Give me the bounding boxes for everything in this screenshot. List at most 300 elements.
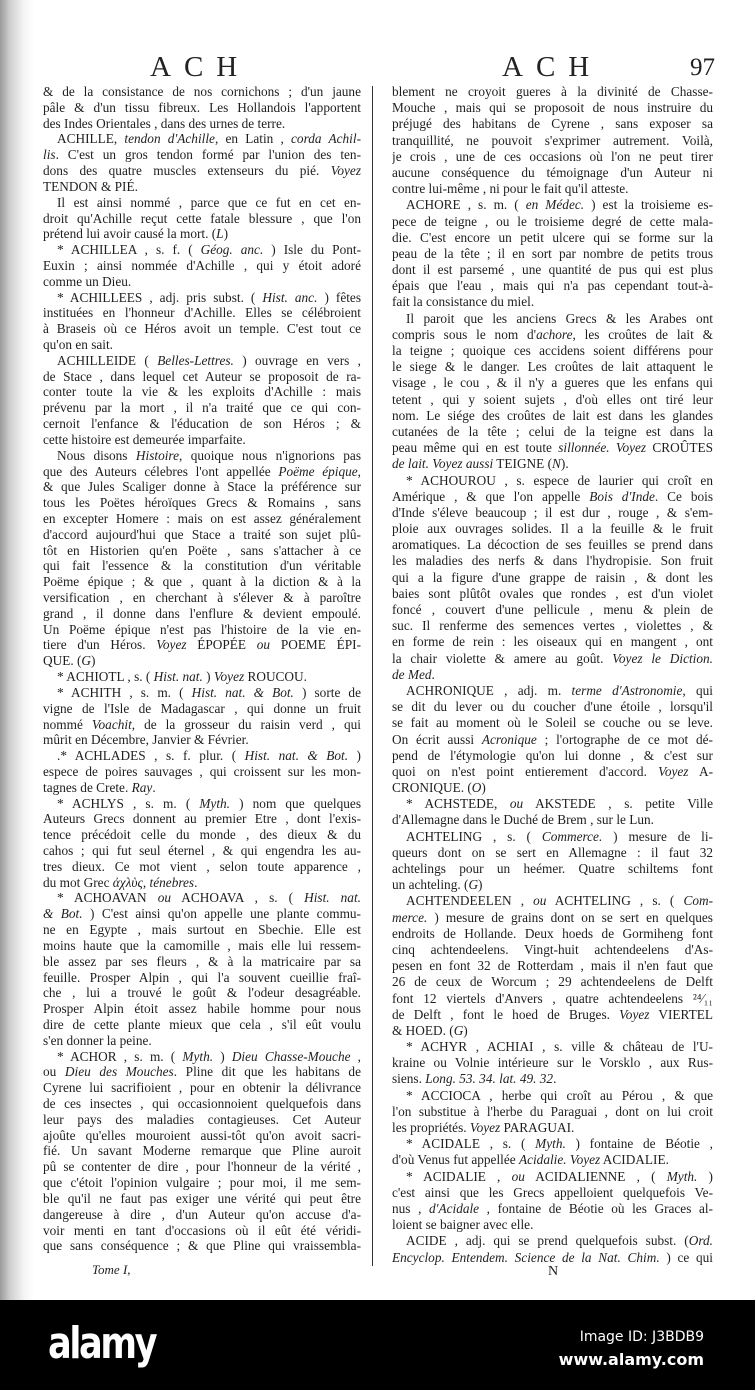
text: , (357, 463, 361, 479)
italic-text: Voachit (91, 716, 132, 732)
text: que sans conséquence ; & que Pline qui vraissembla- (43, 1238, 361, 1254)
text: che , lui a trouvé le goût & l'odeur desagréable. (43, 985, 361, 1001)
italic-text: Myth. (182, 1048, 214, 1064)
article-paragraph (43, 353, 361, 448)
text: ; l'ortographe de ce mot dé- (536, 731, 713, 747)
text-line (392, 764, 713, 780)
text-line (43, 970, 361, 986)
left-column (43, 84, 361, 1254)
text-line (392, 230, 713, 246)
text: le siege & le danger. Les croûtes de lait attaquent le (392, 359, 713, 375)
text: l'on substitue à l'herbe du Paraguai , dont on lui croit (392, 1103, 713, 1119)
text: achtelings pour un heémer. Quatre schiltems font (392, 861, 713, 876)
text: PARAGUAI. (500, 1120, 575, 1135)
text: ACHTENDEELEN , (406, 893, 534, 909)
text-line (392, 991, 713, 1007)
text-line (392, 553, 713, 569)
text-line (43, 1049, 361, 1065)
text: de Stace , dans lequel cet Auteur se proposoit de ra- (43, 368, 361, 384)
text: aucune conséquence du témoignage d'un Auteur ni (392, 164, 713, 180)
text-line (392, 845, 713, 861)
text: préjugé des habitans de Cyrene , sans exposer sa (392, 116, 713, 132)
text-line (43, 574, 361, 590)
text: se fait au moment où le Soleil se couche ou se leve. (392, 715, 713, 731)
text: tôt en Historien qu'en Poëte , sans s'attacher à ce (43, 542, 361, 558)
text: fait la consistance du miel. (392, 294, 535, 310)
text-line (392, 214, 713, 230)
text-line (392, 149, 713, 165)
text-line (43, 1159, 361, 1175)
text-line (392, 1217, 713, 1233)
italic-text: Myth. (199, 795, 231, 811)
text: ) (697, 1168, 713, 1184)
text: * ACIDALE , s. ( (406, 1136, 536, 1152)
text-line (392, 1007, 713, 1023)
text: du mot Grec (43, 874, 113, 890)
text: ne en Egypte , mais surtout en Sbechie. Elle est (43, 922, 361, 938)
text-line (43, 827, 361, 843)
text-line (43, 258, 361, 274)
italic-text: Long. 53. 34. lat. 49. 32 (425, 1071, 554, 1087)
text: d'Inde s'éleve beaucoup ; il est dur , rouge , & s'em- (392, 504, 713, 520)
text-line (43, 226, 361, 242)
article-paragraph (392, 473, 713, 683)
text: ACHORE , s. m. ( (406, 197, 526, 213)
text: * ACHIOTL , s. ( (57, 669, 154, 685)
text: * ACHILLEA , s. f. ( (57, 242, 201, 258)
text: d'Allemagne dans le Duché de Brem , sur le Lun. (392, 812, 654, 828)
image-id: Image ID: J3BDB9 (579, 1329, 704, 1345)
text-line (392, 1120, 713, 1136)
text-line (43, 416, 361, 432)
text-line (43, 211, 361, 227)
text: dont il est parsemé , une quantité de pus qui est plus (392, 262, 713, 278)
text: dire de cette plante mieux que cela , s'il eût voulu (43, 1016, 361, 1032)
text: ble assez par ses fleurs , & à la matricaire par sa (43, 953, 361, 969)
text-line (43, 1080, 361, 1096)
signature-mark: N (548, 1264, 559, 1279)
text: queurs dont on se sert en Allemagne : il faut 32 (392, 844, 713, 860)
text-line (43, 274, 361, 290)
text: * ACHOUROU , s. espece de laurier qui croît en (406, 472, 713, 488)
text-line (43, 669, 361, 685)
italic-text: N (552, 456, 561, 472)
text: , quoique nous n'ignorions pas (179, 447, 361, 463)
text: ACIDALIENNE , ( (524, 1168, 667, 1184)
text: ) Isle du Pont- (263, 242, 361, 258)
text: Il est ainsi nommé , parce que ce fut en cet en- (57, 194, 361, 210)
text: & que Jules Scaliger donne à Stace la préférence sur (43, 479, 361, 495)
text: je crois , une de ces occasions où l'on ne peut tirer (392, 148, 713, 164)
text: ACHRONIQUE , adj. m. (406, 682, 572, 698)
text-line (43, 796, 361, 812)
text: dangereuse à dire , d'un Auteur qu'on accuse d'a- (43, 1206, 361, 1222)
text-line (392, 1185, 713, 1201)
italic-text: Belles-Lettres. (157, 352, 234, 368)
article-paragraph (392, 1039, 713, 1088)
text-line (392, 197, 713, 213)
text: * ACHILLEES , adj. pris subst. ( (57, 289, 263, 305)
text-line (43, 875, 361, 891)
text: * ACIDALIE , (406, 1168, 512, 1184)
text: ) mesure de li- (602, 828, 713, 844)
text: tagnes de Crete. (43, 779, 132, 795)
text: ACHTELING , s. ( (546, 893, 684, 909)
text-line (43, 906, 361, 922)
text: Il paroit que les anciens Grecs & les Arabes ont (406, 310, 713, 326)
italic-text: Voyez (658, 763, 689, 779)
italic-text: Ord. (688, 1233, 713, 1249)
article-paragraph (392, 311, 713, 473)
text: d'où Venus fut appellée (392, 1152, 519, 1168)
text-line (43, 859, 361, 875)
italic-text: Voyez (156, 637, 187, 653)
article-paragraph (43, 685, 361, 748)
text: espece de poires sauvages , qui croissent sur les mon- (43, 763, 361, 779)
italic-text: Hist. nat. & Bot. (244, 748, 349, 764)
text-line (392, 1201, 713, 1217)
text-line (392, 877, 713, 893)
article-paragraph (43, 290, 361, 353)
text-line (43, 1207, 361, 1223)
text-line (392, 1136, 713, 1152)
text: ACIDALIE. (600, 1152, 669, 1168)
text: Mouche , mais qui se proposoit de nous instruire du (392, 100, 713, 116)
italic-text: Acidalie. Voyez (518, 1152, 601, 1168)
text-line (392, 278, 713, 294)
text-line (392, 651, 713, 667)
article-paragraph (392, 84, 713, 197)
text-line (43, 701, 361, 717)
text-line (43, 353, 361, 369)
text-line (43, 780, 361, 796)
text: s'en donner la peine. (43, 1032, 152, 1048)
text: * ACCIOCA , herbe qui croît au Pérou , & que (406, 1087, 713, 1103)
italic-text: merce. (392, 909, 428, 925)
text-line (392, 521, 713, 537)
article-paragraph (43, 195, 361, 242)
text-line (43, 622, 361, 638)
text: CROÛTES (646, 440, 713, 456)
text-line (43, 100, 361, 116)
text: Prosper Alpin étoit assez habile homme pour nous (43, 1001, 361, 1017)
article-paragraph (392, 197, 713, 310)
text: grand , il donne dans l'enflure & devient empoulé. (43, 605, 361, 621)
text-line (43, 1112, 361, 1128)
text-line (392, 262, 713, 278)
italic-text: ténebres (149, 874, 195, 890)
text: loient se baigner avec elle. (392, 1217, 534, 1233)
text-line (43, 985, 361, 1001)
italic-text: Myth. (666, 1168, 698, 1184)
text: ACHILLE, (57, 131, 125, 147)
text-line (43, 400, 361, 416)
text: foncé , couvert d'une pellicule , menu & plein de (392, 602, 713, 617)
text: baies sont plûtôt ovales que rondes , est d'un violet (392, 585, 713, 601)
italic-text: Histoire (135, 447, 180, 463)
text-line (392, 1169, 713, 1185)
text-line (392, 861, 713, 877)
text-line (43, 1223, 361, 1239)
text-line (43, 938, 361, 954)
text: fié. Un savant Moderne remarque que Pline auroit (43, 1143, 361, 1159)
text: ROUCOU. (244, 669, 307, 685)
text-line (43, 748, 361, 764)
article-paragraph (43, 890, 361, 1048)
text: kraine ou Volnie intérieure sur le Vorsklo , aux Rus- (392, 1055, 713, 1071)
text-line (392, 181, 713, 197)
text-line (392, 570, 713, 586)
text-line (43, 464, 361, 480)
article-paragraph (392, 829, 713, 894)
text: CRONIQUE. ( (392, 780, 472, 796)
italic-text: tendon d'Achille (124, 131, 215, 147)
text: la teigne ; quoique ces accidens soient différens pour (392, 343, 713, 358)
text: de ces insectes , qui occasionnoient quelquefois dans (43, 1096, 361, 1111)
text-line (392, 683, 713, 699)
text: prévenu par la mort , il n'a traité que ce qui con- (43, 400, 361, 416)
text: qu'on en sait. (43, 337, 113, 352)
text: endroits de Hollande. Deux hoeds de Gormiheng font (392, 925, 713, 941)
text: dons des quatre muscles extenseurs du pié. (43, 163, 331, 179)
article-paragraph (392, 893, 713, 1039)
text-line (392, 100, 713, 116)
text: Un Poëme épique n'est pas l'histoire de la vie en- (43, 621, 361, 637)
text: ) mesure de grains dont on se sert en quelques (427, 909, 713, 925)
text-line (43, 1238, 361, 1254)
italic-text: Voyez (619, 1006, 650, 1022)
italic-text: lis (43, 147, 56, 163)
italic-text: Hist. nat. & Bot. (191, 684, 294, 700)
text-line (392, 974, 713, 990)
text-line (43, 922, 361, 938)
text: cinq achtendeelens. Vingt-huit achtendeelens d'As- (392, 941, 713, 957)
text: cutanées de la tête ; celui de la teigne est dans la (392, 423, 713, 439)
italic-text: & Bot. (43, 906, 83, 922)
text-line (392, 311, 713, 327)
text: c'est ainsi que les Grecs appelloient quelquefois Ve- (392, 1184, 713, 1200)
italic-text: en Médec. (525, 197, 585, 213)
text-line (392, 1233, 713, 1249)
text: ) (348, 748, 361, 764)
text: , les croûtes de lait & (572, 326, 713, 342)
text: , fontaine de Béotie où les Graces al- (479, 1200, 713, 1216)
text: vigne de l'Isle de Madagascar , qui donne un fruit (43, 700, 361, 716)
text-line (392, 796, 713, 812)
text: nus , (392, 1200, 429, 1216)
text: ) nom que quelques (230, 795, 361, 811)
text: * ACHOR , s. m. ( (57, 1048, 183, 1064)
text: ) fêtes (317, 289, 361, 305)
italic-text: Acronique (481, 731, 537, 747)
text-line (392, 667, 713, 683)
text: & de la consistance de nos cornichons ; d'un jaune (43, 84, 361, 99)
text: . C'est un gros tendon formé par l'union des ten- (55, 147, 361, 163)
text: ) (481, 780, 486, 796)
text-line (392, 732, 713, 748)
text-line (392, 116, 713, 132)
text: pû se contenter de dire , pour l'honneur de la vérité , (43, 1159, 361, 1175)
text: conter toute la vie & les exploits d'Achille : mais (43, 384, 361, 400)
text: , (142, 874, 150, 890)
text: pesen en font 32 de Rotterdam , mais il n'en faut que (392, 958, 713, 974)
text: feuille. Prosper Alpin , qui l'a souvent cueillie fraî- (43, 969, 361, 985)
text: ajoûte qu'elles mouroient aussi-tôt qu'on avoit sacri- (43, 1127, 361, 1143)
italic-text: L (216, 226, 224, 242)
text: . (431, 666, 435, 682)
text: ) est la troisieme es- (584, 197, 713, 213)
text: prétend lui avoir causé la mort. ( (43, 226, 217, 242)
italic-text: Hist. nat. (304, 890, 361, 906)
text: Amérique , & que l'on appelle (392, 488, 590, 504)
text-line (392, 926, 713, 942)
text: ) (213, 1048, 232, 1064)
text-line (392, 586, 713, 602)
volume-label: Tome I, (92, 1262, 131, 1277)
text: aromatiques. La décoction de ses feuilles se prend dans (392, 537, 713, 553)
article-paragraph (43, 748, 361, 795)
text: 26 de ceux de Worcum ; 29 achtendeelens de Delft (392, 974, 713, 990)
text: TENDON & PIÉ. (43, 178, 138, 194)
text-line (43, 890, 361, 906)
text: cahos ; qui fut seul éternel , & qui engendra les au- (43, 843, 361, 858)
text: pâle & d'un tissu fibreux. Les Hollandois l'apportent (43, 99, 361, 115)
text: ) (223, 226, 229, 242)
italic-text: Géog. anc. (200, 242, 264, 258)
text-line (392, 748, 713, 764)
italic-text: G (468, 877, 479, 893)
text-line (43, 448, 361, 464)
text: ) (202, 669, 214, 685)
text: , de la grosseur du raisin verd , qui (131, 716, 361, 732)
text: blement ne croyoit gueres à la divinité de Chasse- (392, 84, 713, 99)
text: ) ouvrage en vers , (233, 352, 361, 368)
text-line (43, 147, 361, 163)
text-line (43, 432, 361, 448)
text-line (392, 294, 713, 310)
page-number: 97 (690, 54, 715, 81)
italic-text: Commerce. (541, 828, 603, 844)
text: tetent , qui y soient sujets , d'où elles ont tiré leur (392, 391, 713, 407)
text-line (392, 246, 713, 262)
text-line (392, 780, 713, 796)
text: & HOED. ( (392, 1022, 454, 1038)
text: .* ACHLADES , s. f. plur. ( (57, 748, 245, 764)
text-line (43, 116, 361, 132)
text-line (43, 195, 361, 211)
text: ) sorte de (293, 684, 361, 700)
text-line (43, 1128, 361, 1144)
text: Auteurs Grecs donnent au premier Etre , dont l'exis- (43, 811, 361, 827)
italic-text: ou (157, 890, 171, 906)
italic-text: achore (536, 326, 573, 342)
alamy-logo: alamy (48, 1318, 156, 1369)
article-paragraph (392, 1088, 713, 1137)
text-line (43, 1096, 361, 1112)
text-line (392, 1104, 713, 1120)
text: POEME ÉPI- (270, 637, 361, 653)
text: ACIDE , adj. qui se prend quelquefois subst. ( (406, 1233, 689, 1249)
text: tence précédoit celle du monde , des dieux & du (43, 827, 361, 843)
text: tres dieux. Ce mot vient , selon toute apparence , (43, 858, 361, 874)
text: A- (688, 763, 713, 779)
text-line (43, 1001, 361, 1017)
text: d'accord aujourd'hui que Stace a traité son sujet plû- (43, 526, 361, 542)
text-line (392, 537, 713, 553)
text-line (392, 715, 713, 731)
text: leur pays des maladies contagieuses. Cet Auteur (43, 1111, 361, 1127)
italic-text: ou (533, 893, 547, 909)
italic-text: corda Achil- (291, 131, 361, 147)
text: pend de l'étymologie qu'on lui donne , & c'est sur (392, 747, 713, 763)
article-paragraph (392, 1233, 713, 1265)
italic-text: O (471, 780, 482, 796)
text-line (43, 384, 361, 400)
text-line (392, 910, 713, 926)
text: siens. (392, 1071, 426, 1087)
text-line (392, 392, 713, 408)
text-line (43, 1017, 361, 1033)
text: Cyrene lui sacrifioient , pour en obtenir la délivrance (43, 1080, 361, 1096)
text-line (392, 440, 713, 456)
text-line (43, 495, 361, 511)
article-paragraph (43, 131, 361, 194)
text: les maladies des nerfs & dans l'hydropisie. Son fruit (392, 553, 713, 569)
text-line (392, 473, 713, 489)
text: ploie aux ouvrages solides. Il a la feuille & le fruit (392, 521, 713, 537)
watermark-band (0, 1300, 755, 1390)
text-line (392, 489, 713, 505)
text-line (392, 1071, 713, 1087)
article-paragraph (43, 84, 361, 131)
text-line (43, 527, 361, 543)
article-paragraph (43, 796, 361, 891)
text: * ACHITH , s. m. ( (57, 684, 192, 700)
text: ou (43, 1064, 65, 1080)
text-line (43, 1175, 361, 1191)
text: tranquillité, ne pouvoit s'exprimer autrement. Voilà, (392, 132, 713, 148)
text-line (392, 408, 713, 424)
text: suc. Il renferme des semences vertes , violettes , & (392, 618, 713, 634)
italic-text: ou (509, 796, 524, 812)
text: QUE. ( (43, 653, 82, 669)
text: moins haute que la camomille , mais elle lui ressem- (43, 937, 361, 953)
text-line (43, 305, 361, 321)
text: comme un Dieu. (43, 273, 132, 289)
text-line (43, 321, 361, 337)
text-line (43, 843, 361, 859)
text: les propriétés. (392, 1120, 470, 1135)
text: ACHOAVA , s. ( (170, 890, 305, 906)
italic-text: Bois d'Inde (589, 488, 655, 504)
text: . (152, 779, 156, 795)
text: . Pline dit que les habitans de (173, 1064, 361, 1080)
text: Euxin ; ainsi nommée d'Achille , qui y étoit adoré (43, 257, 361, 273)
text: . Ce bois (654, 488, 713, 504)
italic-text: Voyez le Diction. (612, 650, 713, 666)
article-paragraph (392, 796, 713, 828)
article-paragraph (392, 1136, 713, 1168)
text-line (43, 1143, 361, 1159)
text: ACHILLEIDE ( (57, 352, 158, 368)
text: * ACHOAVAN (57, 890, 158, 906)
text-line (43, 131, 361, 147)
text: instituées en l'honneur d'Achille. Elles se célébroient (43, 305, 361, 321)
italic-text: d'Acidale (428, 1200, 480, 1216)
italic-text: de Med (392, 666, 432, 682)
text-line (43, 637, 361, 653)
text: , (350, 1048, 361, 1064)
